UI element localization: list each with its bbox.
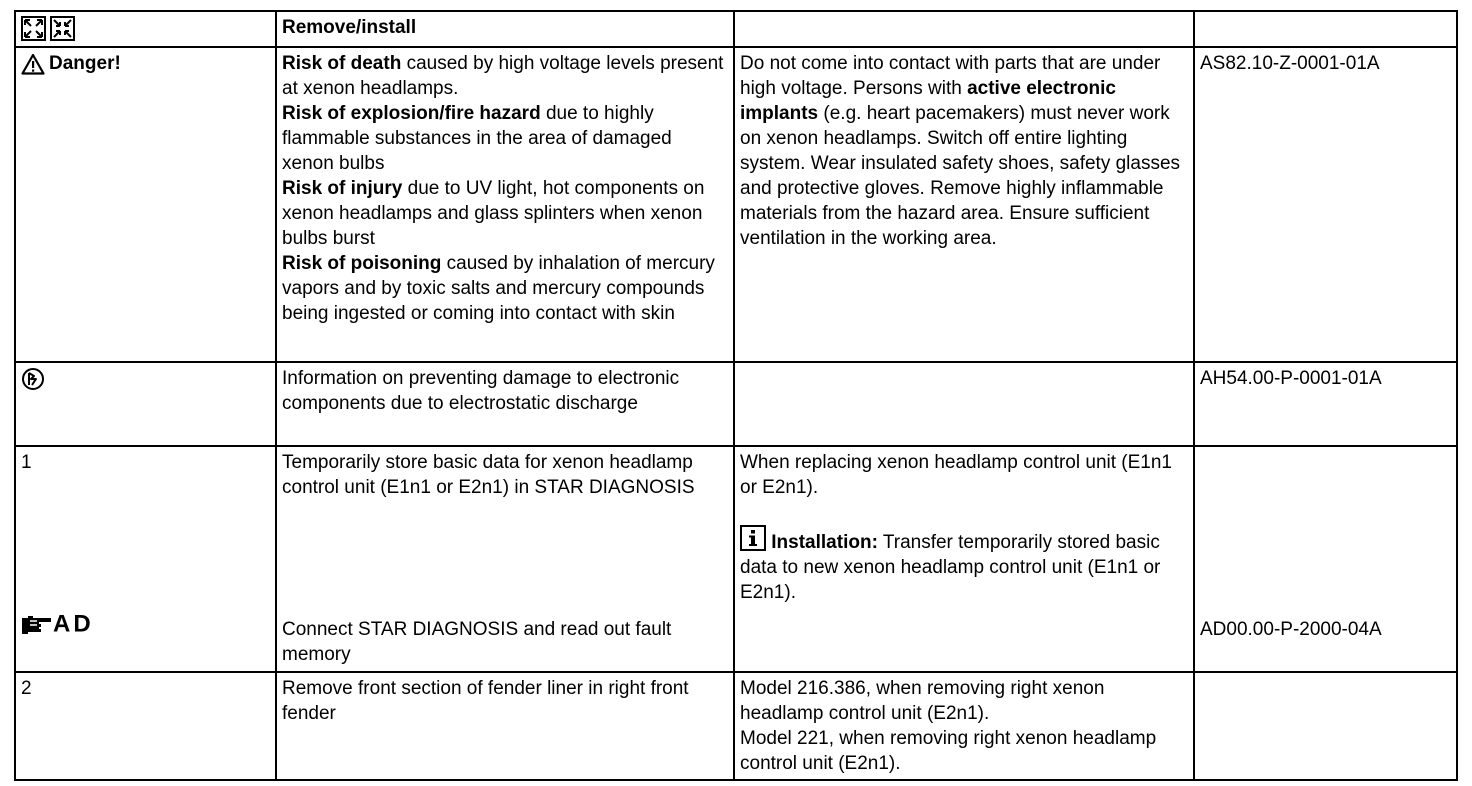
step1-text-cell bbox=[276, 446, 734, 672]
step2-ref-cell bbox=[1194, 672, 1457, 780]
danger-label: Danger! bbox=[49, 53, 121, 75]
step1-text: Temporarily store basic data for xenon headlamp control unit (E1n1 or E2n1) in STAR DIAGNOSIS bbox=[282, 452, 695, 498]
ad-text: Connect STAR DIAGNOSIS and read out fault memory bbox=[282, 619, 672, 665]
info-icon bbox=[740, 525, 766, 551]
step2-note-2: Model 221, when removing right xenon headlamp control unit (E2n1). bbox=[740, 728, 1157, 774]
warning-triangle-icon bbox=[21, 53, 45, 75]
ad-marker: AD bbox=[21, 611, 94, 636]
step1-ref-cell bbox=[1194, 446, 1457, 672]
esd-protection-icon bbox=[21, 367, 45, 391]
esd-ref-cell: AH54.00-P-0001-01A bbox=[1194, 362, 1457, 446]
header-empty-3 bbox=[734, 11, 1194, 47]
install-icon bbox=[50, 16, 75, 41]
danger-label-cell bbox=[15, 47, 276, 362]
risk-injury: Risk of injury due to UV light, hot components on xenon headlamps and glass splinters when xenon bulbs burst bbox=[282, 178, 705, 249]
header-icons-cell bbox=[15, 11, 276, 47]
risk-death: Risk of death caused by high voltage levels present at xenon headlamps. bbox=[282, 53, 724, 99]
danger-row bbox=[15, 47, 1457, 362]
header-row bbox=[15, 11, 1457, 47]
step2-num-cell: 2 bbox=[15, 672, 276, 780]
step1-number: 1 bbox=[21, 452, 32, 473]
step1-row bbox=[15, 446, 1457, 672]
header-empty-4 bbox=[1194, 11, 1457, 47]
remove-icon bbox=[21, 16, 46, 41]
step2-text-cell: Remove front section of fender liner in right front fender bbox=[276, 672, 734, 780]
header-title: Remove/install bbox=[276, 11, 734, 47]
pointing-hand-icon bbox=[21, 612, 53, 636]
danger-risks-cell bbox=[276, 47, 734, 362]
step1-note-cell bbox=[734, 446, 1194, 672]
step2-row bbox=[15, 672, 1457, 780]
esd-row bbox=[15, 362, 1457, 446]
step2-note-1: Model 216.386, when removing right xenon headlamp control unit (E2n1). bbox=[740, 678, 1105, 724]
risk-poisoning: Risk of poisoning caused by inhalation of mercury vapors and by toxic salts and mercury compounds being ingested or coming into contact with skin bbox=[282, 253, 715, 324]
ad-ref: AD00.00-P-2000-04A bbox=[1200, 619, 1382, 640]
esd-text-cell: Information on preventing damage to electronic components due to electrostatic discharge bbox=[276, 362, 734, 446]
step1-num-cell bbox=[15, 446, 276, 672]
procedure-table bbox=[14, 10, 1458, 781]
step2-note-cell bbox=[734, 672, 1194, 780]
esd-empty-cell bbox=[734, 362, 1194, 446]
step1-note: When replacing xenon headlamp control unit (E1n1 or E2n1). bbox=[740, 452, 1172, 498]
esd-icon-cell bbox=[15, 362, 276, 446]
risk-explosion: Risk of explosion/fire hazard due to highly flammable substances in the area of damaged xenon bulbs bbox=[282, 103, 672, 174]
installation-note: Installation: Transfer temporarily stored basic data to new xenon headlamp control unit (E1n1 or E2n1). bbox=[740, 525, 1188, 605]
danger-measures-cell: Do not come into contact with parts that are under high voltage. Persons with active electronic implants (e.g. heart pacemakers) must never work on xenon headlamps. Switch off entire lighting system. Wear insulated safety shoes, safety glasses and protective gloves. Remove highly inflammable materials from the hazard area. Ensure sufficient ventilation in the working area. bbox=[734, 47, 1194, 362]
danger-ref-cell: AS82.10-Z-0001-01A bbox=[1194, 47, 1457, 362]
